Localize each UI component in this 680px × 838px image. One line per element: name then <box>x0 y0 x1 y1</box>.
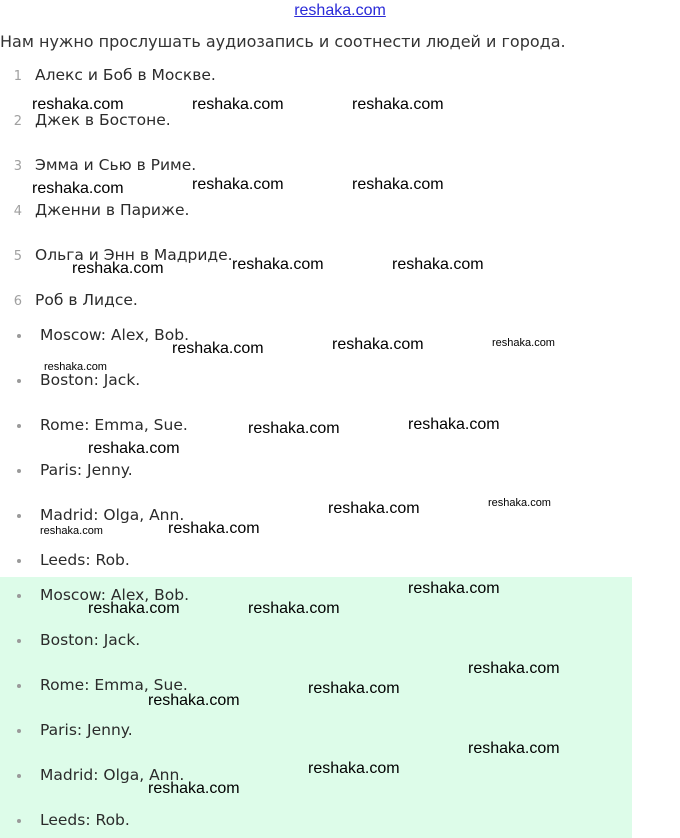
watermark: reshaka.com <box>488 497 551 509</box>
list-item: Leeds: Rob. <box>0 551 130 573</box>
list-item: Moscow: Alex, Bob. <box>0 326 189 348</box>
bullet-icon <box>17 594 21 598</box>
list-item: Boston: Jack. <box>0 371 140 393</box>
watermark: reshaka.com <box>492 337 555 349</box>
bullet-icon <box>17 729 21 733</box>
watermark: reshaka.com <box>468 740 560 757</box>
watermark: reshaka.com <box>468 660 560 677</box>
watermark: reshaka.com <box>352 96 444 113</box>
bullet-icon <box>17 379 21 383</box>
bullet-icon <box>17 639 21 643</box>
list-item: 2 Джек в Бостоне. <box>13 111 171 129</box>
site-link[interactable]: reshaka.com <box>294 2 386 19</box>
watermark: reshaka.com <box>148 780 240 797</box>
watermark: reshaka.com <box>168 520 260 537</box>
answer-item: Leeds: Rob. <box>0 811 130 833</box>
list-item: 6 Роб в Лидсе. <box>13 291 138 309</box>
watermark: reshaka.com <box>40 525 103 537</box>
list-item: 5 Ольга и Энн в Мадриде. <box>13 246 233 264</box>
task-text: Нам нужно прослушать аудиозапись и соотнести людей и города. <box>0 32 566 51</box>
watermark: reshaka.com <box>192 176 284 193</box>
watermark: reshaka.com <box>192 96 284 113</box>
watermark: reshaka.com <box>332 336 424 353</box>
watermark: reshaka.com <box>408 580 500 597</box>
watermark: reshaka.com <box>392 256 484 273</box>
watermark: reshaka.com <box>148 692 240 709</box>
answer-item: Rome: Emma, Sue. <box>0 676 188 698</box>
watermark: reshaka.com <box>172 340 264 357</box>
watermark: reshaka.com <box>88 600 180 617</box>
bullet-icon <box>17 424 21 428</box>
bullet-icon <box>17 469 21 473</box>
bullet-icon <box>17 559 21 563</box>
bullet-icon <box>17 334 21 338</box>
watermark: reshaka.com <box>32 180 124 197</box>
bullet-icon <box>17 774 21 778</box>
bullet-icon <box>17 819 21 823</box>
list-item: 1 Алекс и Боб в Москве. <box>13 66 216 84</box>
watermark: reshaka.com <box>328 500 420 517</box>
watermark: reshaka.com <box>352 176 444 193</box>
bullet-icon <box>17 684 21 688</box>
list-item: Madrid: Olga, Ann. <box>0 506 184 528</box>
list-item: 4 Дженни в Париже. <box>13 201 190 219</box>
watermark: reshaka.com <box>308 760 400 777</box>
answer-item: Paris: Jenny. <box>0 721 133 743</box>
watermark: reshaka.com <box>248 600 340 617</box>
watermark: reshaka.com <box>72 260 164 277</box>
answer-item: Boston: Jack. <box>0 631 140 653</box>
list-item: 3 Эмма и Сью в Риме. <box>13 156 197 174</box>
watermark: reshaka.com <box>32 96 124 113</box>
list-item: Paris: Jenny. <box>0 461 133 483</box>
watermark: reshaka.com <box>232 256 324 273</box>
bullet-icon <box>17 514 21 518</box>
answer-item: Moscow: Alex, Bob. <box>0 586 189 608</box>
answer-item: Madrid: Olga, Ann. <box>0 766 184 788</box>
watermark: reshaka.com <box>88 440 180 457</box>
watermark: reshaka.com <box>44 361 107 373</box>
watermark: reshaka.com <box>408 416 500 433</box>
watermark: reshaka.com <box>308 680 400 697</box>
watermark: reshaka.com <box>248 420 340 437</box>
list-item: Rome: Emma, Sue. <box>0 416 188 438</box>
